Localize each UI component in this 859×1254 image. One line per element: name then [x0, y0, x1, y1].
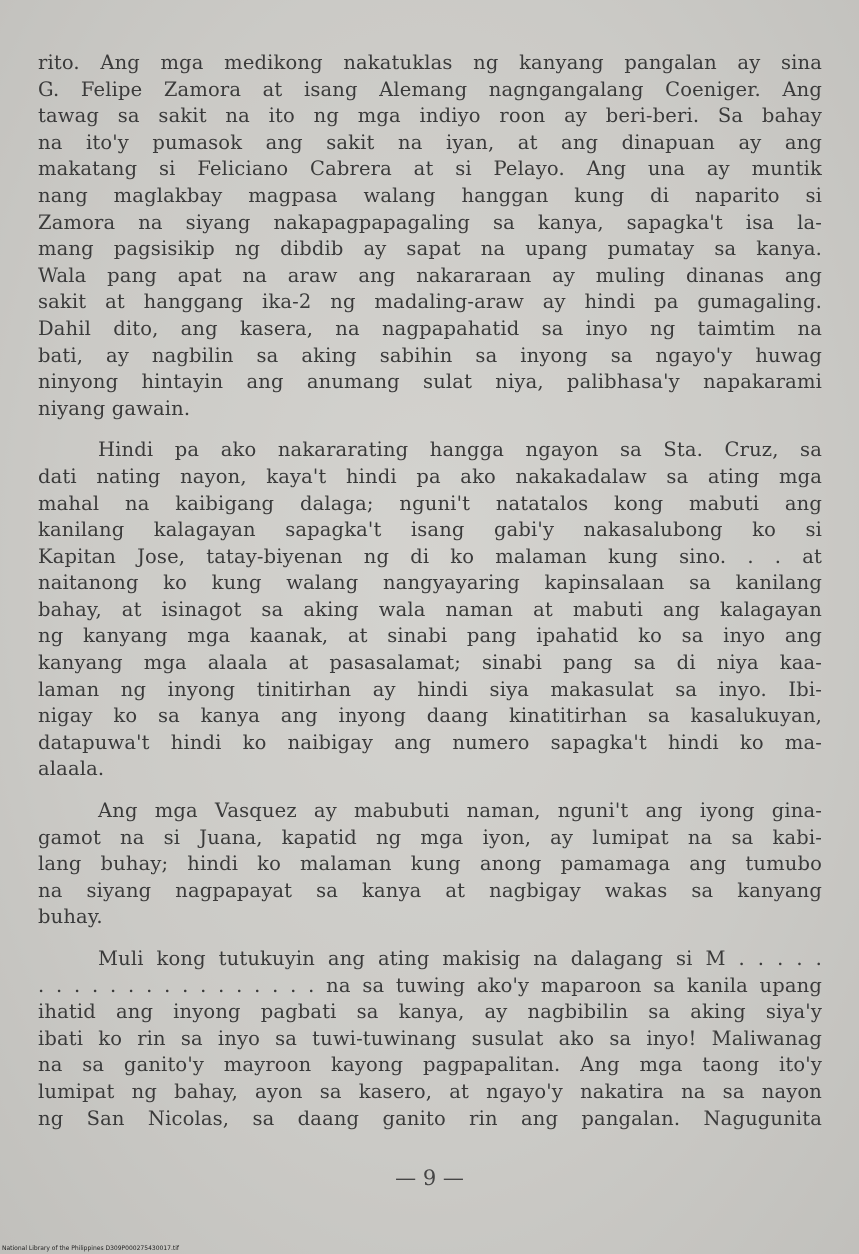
text-line: mahal na kaibigang dalaga; nguni't natatalos kong mabuti ang: [38, 491, 822, 515]
text-line: nigay ko sa kanya ang inyong daang kinatitirhan sa kasalukuyan,: [38, 704, 822, 728]
text-line: niyang gawain.: [38, 396, 191, 420]
scan-footer: National Library of the Philippines D309P000275430017.tif: [2, 1245, 180, 1252]
body-text: [38, 50, 822, 1132]
text-line: na siyang nagpapayat sa kanya at nagbigay wakas sa kanyang: [38, 878, 822, 902]
text-line: naitanong ko kung walang nangyayaring kapinsalaan sa kanilang: [38, 571, 822, 595]
text-line: Kapitan Jose, tatay-biyenan ng di ko malaman kung sino. . . at: [38, 544, 822, 568]
text-line: rito. Ang mga medikong nakatuklas ng kanyang pangalan ay sina: [38, 51, 822, 74]
text-line: gamot na si Juana, kapatid ng mga iyon, ay lumipat na sa kabi-: [38, 825, 822, 849]
text-line: buhay.: [38, 905, 103, 929]
text-line: G. Felipe Zamora at isang Alemang nagngangalang Coeniger. Ang: [38, 77, 822, 101]
text-line: na sa ganito'y mayroon kayong pagpapalitan. Ang mga taong ito'y: [38, 1053, 822, 1077]
text-line: makatang si Feliciano Cabrera at si Pelayo. Ang una ay muntik: [38, 157, 822, 181]
text-line: ihatid ang inyong pagbati sa kanya, ay nagbibilin sa aking siya'y: [38, 1000, 822, 1024]
text-line: Muli kong tutukuyin ang ating makisig na dalagang si M . . . . .: [98, 947, 822, 970]
text-line: kanyang mga alaala at pasasalamat; sinabi pang sa di niya kaa-: [38, 651, 822, 675]
text-line: laman ng inyong tinitirhan ay hindi siya makasulat sa inyo. Ibi-: [38, 677, 822, 701]
text-line: Dahil dito, ang kasera, na nagpapahatid sa inyo ng taimtim na: [38, 316, 822, 340]
paragraph-1: [38, 50, 822, 422]
paragraph-2: [38, 437, 822, 783]
text-line: alaala.: [38, 757, 105, 781]
text-line: lang buhay; hindi ko malaman kung anong pamamaga ang tumubo: [38, 852, 822, 876]
text-line: lumipat ng bahay, ayon sa kasero, at ngayo'y nakatira na sa nayon: [38, 1079, 822, 1103]
text-line: Hindi pa ako nakararating hangga ngayon sa Sta. Cruz, sa: [98, 438, 822, 462]
text-line: bahay, at isinagot sa aking wala naman at mabuti ang kalagayan: [38, 597, 822, 621]
text-line: ninyong hintayin ang anumang sulat niya, palibhasa'y napakarami: [38, 370, 822, 394]
text-line: Wala pang apat na araw ang nakararaan ay muling dinanas ang: [38, 263, 822, 287]
text-line: tawag sa sakit na ito ng mga indiyo roon ay beri-beri. Sa bahay: [38, 104, 822, 128]
text-line: dati nating nayon, kaya't hindi pa ako nakakadalaw sa ating mga: [38, 464, 822, 488]
text-line: sakit at hanggang ika-2 ng madaling-araw ay hindi pa gumagaling.: [38, 290, 822, 314]
paragraph-4: [38, 946, 822, 1132]
page-number: — 9 —: [395, 1166, 464, 1190]
paragraph-3: [38, 798, 822, 931]
text-line: . . . . . . . . . . . . . . . . na sa tuwing ako'y maparoon sa kanila upang: [38, 973, 822, 997]
text-line: mang pagsisikip ng dibdib ay sapat na upang pumatay sa kanya.: [38, 237, 822, 261]
text-line: ng San Nicolas, sa daang ganito rin ang pangalan. Nagugunita: [38, 1106, 822, 1130]
text-line: na ito'y pumasok ang sakit na iyan, at ang dinapuan ay ang: [38, 130, 822, 154]
text-line: ibati ko rin sa inyo sa tuwi-tuwinang susulat ako sa inyo! Maliwanag: [38, 1026, 822, 1050]
text-line: ng kanyang mga kaanak, at sinabi pang ipahatid ko sa inyo ang: [38, 624, 822, 648]
text-line: Ang mga Vasquez ay mabubuti naman, nguni't ang iyong gina-: [98, 799, 822, 823]
text-line: kanilang kalagayan sapagka't isang gabi'y nakasalubong ko si: [38, 518, 822, 542]
text-line: datapuwa't hindi ko naibigay ang numero sapagka't hindi ko ma-: [38, 730, 822, 754]
text-line: Zamora na siyang nakapagpapagaling sa kanya, sapagka't isa la-: [38, 210, 822, 234]
text-line: bati, ay nagbilin sa aking sabihin sa inyong sa ngayo'y huwag: [38, 343, 822, 367]
text-line: nang maglakbay magpasa walang hanggan kung di naparito si: [38, 183, 822, 207]
